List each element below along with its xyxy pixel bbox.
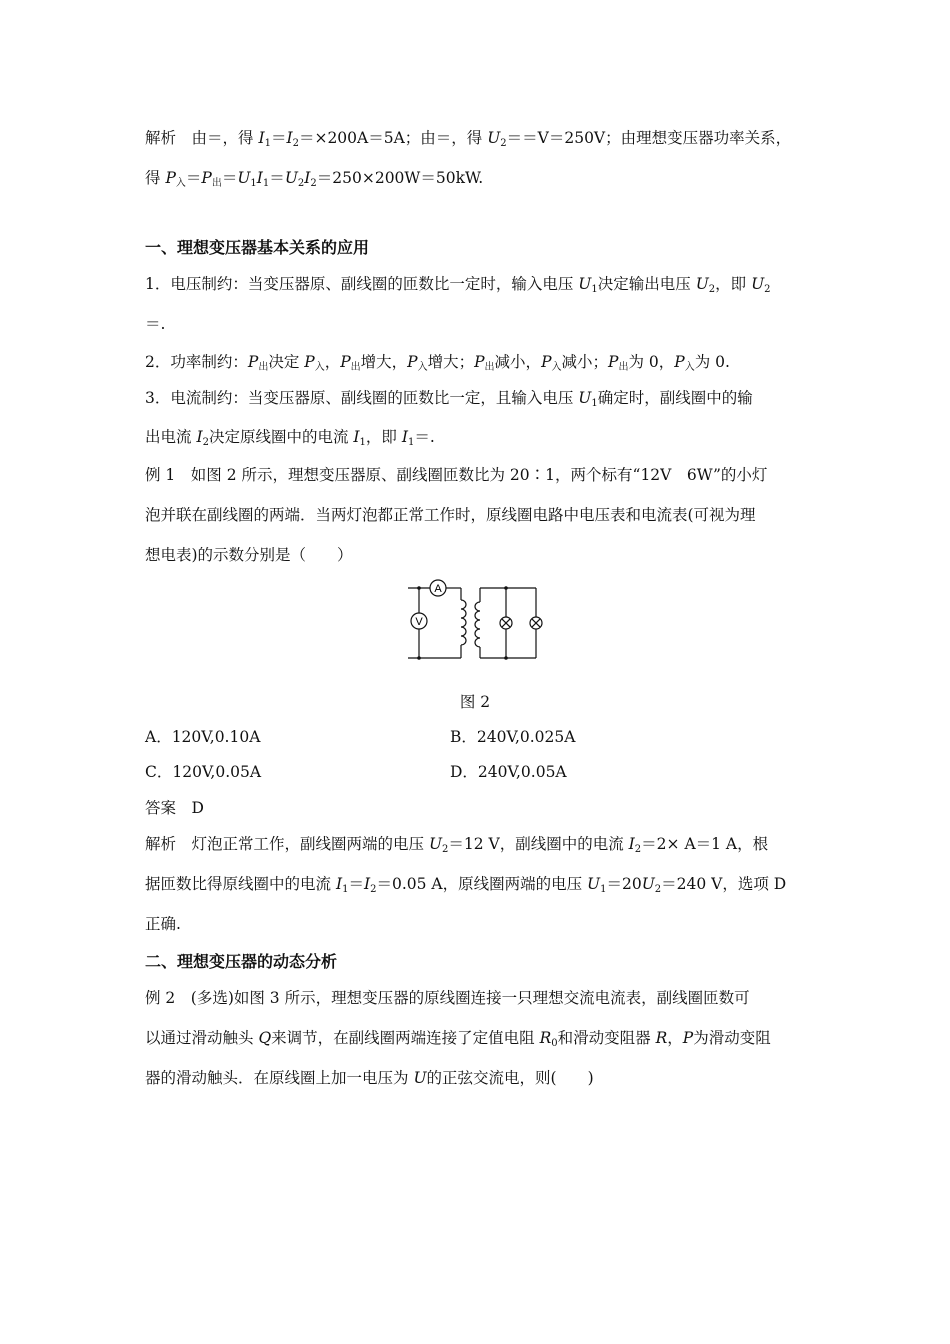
- solution-line-1: 解析 灯泡正常工作，副线圈两端的电压 $U_2=12$ V，副线圈中的电流 $I_2=2\times A=1$ A，根: [145, 835, 769, 855]
- voltmeter-symbol: [411, 613, 427, 629]
- analysis-line-1: 解析 由＝，得 $I_1=I_2=\times 200A=5A$；由＝，得 $U_2==V=250V$；由理想变压器功率关系，: [145, 129, 792, 149]
- section-heading-2: 二、理想变压器的动态分析: [145, 952, 338, 971]
- current-rule-line-1: 3．电流制约：当变压器原、副线圈的匝数比一定，且输入电压 $U_1$确定时，副线圈中的输: [145, 389, 753, 409]
- voltage-rule-line-2: ＝.: [145, 315, 166, 333]
- section-heading-1: 一、理想变压器基本关系的应用: [145, 238, 370, 257]
- analysis-line-2: 得 $P_入=P_出=U_1I_1=U_2I_2=250\times 200W=50kW$.: [145, 169, 484, 189]
- current-rule-line-2: 出电流 $I_2$决定原线圈中的电流 $I_1$，即 $I_1=$.: [145, 428, 435, 448]
- option-c: C．120V,0.05A: [145, 763, 262, 781]
- lamp-symbol: [530, 617, 542, 629]
- example-1-line-3: 想电表)的示数分别是（ ）: [145, 546, 353, 564]
- voltmeter-label: V: [415, 616, 423, 628]
- ammeter-symbol: [430, 580, 446, 596]
- solution-line-3: 正确.: [145, 915, 181, 933]
- answer-line: 答案 D: [145, 799, 204, 817]
- power-rule-line: 2．功率制约：$P_出$决定 $P_入$，$P_出$增大，$P_入$增大；$P_出$减小，$P_入$减小；$P_出$为 0，$P_入$为 0.: [145, 353, 730, 373]
- example-2-line-1: 例 2 (多选)如图 3 所示，理想变压器的原线圈连接一只理想交流电流表，副线圈匝数可: [145, 989, 750, 1007]
- transformer-circuit-diagram: [400, 572, 550, 664]
- lamp-symbol: [500, 617, 512, 629]
- option-b: B．240V,0.025A: [450, 728, 576, 746]
- solution-line-2: 据匝数比得原线圈中的电流 $I_1=I_2=0.05$ A，原线圈两端的电压 $U_1=20U_2=240$ V，选项 D: [145, 875, 787, 895]
- voltage-rule-line-1: 1．电压制约：当变压器原、副线圈的匝数比一定时，输入电压 $U_1$决定输出电压 $U_2$，即 $U_2$: [145, 275, 771, 295]
- option-d: D．240V,0.05A: [450, 763, 567, 781]
- example-2-line-3: 器的滑动触头．在原线圈上加一电压为 U的正弦交流电，则( ): [145, 1069, 594, 1087]
- example-1-line-1: 例 1 如图 2 所示，理想变压器原、副线圈匝数比为 20∶1，两个标有“12V 6W”的小灯: [145, 466, 768, 484]
- example-2-line-2: 以通过滑动触头 Q来调节，在副线圈两端连接了定值电阻 $R_0$和滑动变阻器 R，P为滑动变阻: [145, 1029, 771, 1049]
- figure-caption: 图 2: [459, 693, 491, 711]
- example-1-line-2: 泡并联在副线圈的两端．当两灯泡都正常工作时，原线圈电路中电压表和电流表(可视为理: [145, 506, 756, 524]
- ammeter-label: A: [434, 583, 442, 595]
- option-a: A．120V,0.10A: [145, 728, 261, 746]
